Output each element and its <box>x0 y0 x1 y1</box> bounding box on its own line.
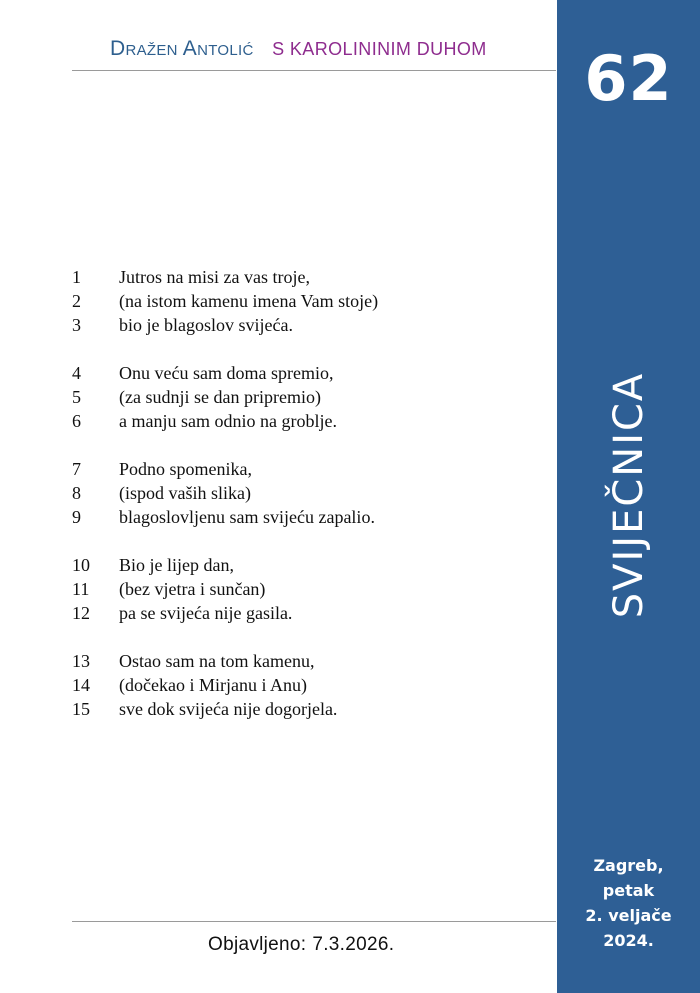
published-date: 7.3.2026. <box>312 934 395 955</box>
line-number: 13 <box>72 651 90 671</box>
line-text: Podno spomenika, <box>119 459 252 479</box>
place-date-line: 2024. <box>603 931 654 950</box>
poem-line <box>72 505 378 529</box>
footer-divider <box>72 921 556 922</box>
poem-line <box>72 697 378 721</box>
poem-line <box>72 577 378 601</box>
line-text: (ispod vaših slika) <box>119 483 251 503</box>
stanza <box>72 457 378 529</box>
issue-number: 62 <box>584 42 673 115</box>
poem-line <box>72 601 378 625</box>
poem-line <box>72 313 378 337</box>
line-text: Ostao sam na tom kamenu, <box>119 651 315 671</box>
place-date <box>557 853 700 953</box>
line-text: Jutros na misi za vas troje, <box>119 267 310 287</box>
poem <box>72 265 378 745</box>
poem-line <box>72 553 378 577</box>
place-date-line: Zagreb, <box>593 856 664 875</box>
poem-line <box>72 457 378 481</box>
line-text: blagoslovljenu sam svijeću zapalio. <box>119 507 375 527</box>
header-divider <box>72 70 556 71</box>
line-text: Onu veću sam doma spremio, <box>119 363 334 383</box>
stanza <box>72 265 378 337</box>
poem-line <box>72 649 378 673</box>
line-number: 2 <box>72 291 81 311</box>
stanza <box>72 649 378 721</box>
line-number: 11 <box>72 579 90 599</box>
line-text: (dočekao i Mirjanu i Anu) <box>119 675 307 695</box>
poem-line <box>72 361 378 385</box>
poem-line <box>72 385 378 409</box>
place-date-line: 2. veljače <box>585 906 672 925</box>
author-name: Dražen Antolić <box>110 37 254 60</box>
published-line <box>208 934 394 956</box>
line-number: 14 <box>72 675 90 695</box>
published-label: Objavljeno: <box>208 934 307 955</box>
poem-line <box>72 265 378 289</box>
line-number: 5 <box>72 387 81 407</box>
line-text: bio je blagoslov svijeća. <box>119 315 293 335</box>
collection-title: S KAROLININIM DUHOM <box>272 39 487 59</box>
line-text: (na istom kamenu imena Vam stoje) <box>119 291 379 311</box>
line-number: 12 <box>72 603 90 623</box>
poem-title: SVIJEČNICA <box>606 371 652 619</box>
line-text: a manju sam odnio na groblje. <box>119 411 337 431</box>
stanza <box>72 361 378 433</box>
line-text: sve dok svijeća nije dogorjela. <box>119 699 338 719</box>
page-header <box>110 37 487 61</box>
line-text: (za sudnji se dan pripremio) <box>119 387 321 407</box>
poem-line <box>72 289 378 313</box>
line-text: Bio je lijep dan, <box>119 555 234 575</box>
line-text: pa se svijeća nije gasila. <box>119 603 293 623</box>
line-number: 4 <box>72 363 81 383</box>
line-number: 15 <box>72 699 90 719</box>
line-text: (bez vjetra i sunčan) <box>119 579 266 599</box>
poem-line <box>72 409 378 433</box>
line-number: 1 <box>72 267 81 287</box>
line-number: 8 <box>72 483 81 503</box>
poem-line <box>72 481 378 505</box>
line-number: 6 <box>72 411 81 431</box>
stanza <box>72 553 378 625</box>
line-number: 3 <box>72 315 81 335</box>
line-number: 9 <box>72 507 81 527</box>
line-number: 10 <box>72 555 90 575</box>
sidebar <box>557 0 700 993</box>
line-number: 7 <box>72 459 81 479</box>
poem-line <box>72 673 378 697</box>
place-date-line: petak <box>602 881 655 900</box>
